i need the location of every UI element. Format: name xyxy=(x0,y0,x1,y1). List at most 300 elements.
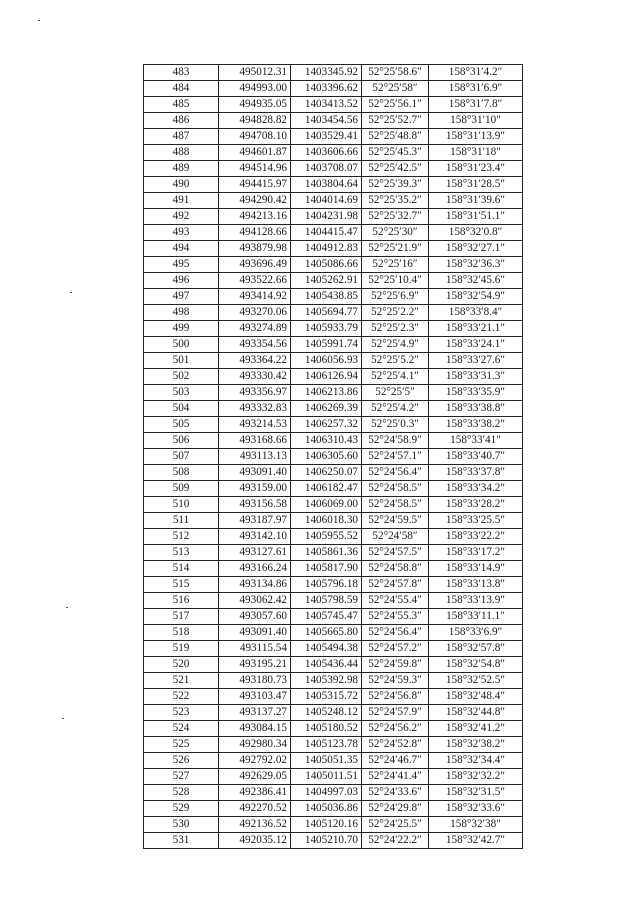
longitude-cell: 158°32′38.2″ xyxy=(429,737,523,753)
latitude-cell: 52°25′5″ xyxy=(362,385,429,401)
latitude-cell: 52°25′32.7″ xyxy=(362,209,429,225)
point-number-cell: 490 xyxy=(144,177,219,193)
latitude-cell: 52°25′21.9″ xyxy=(362,241,429,257)
coord-y-cell: 1405991.74 xyxy=(291,337,362,353)
table-row xyxy=(144,657,523,673)
coord-y-cell: 1403413.52 xyxy=(291,97,362,113)
point-number-cell: 511 xyxy=(144,513,219,529)
coord-x-cell: 492136.52 xyxy=(219,817,291,833)
coord-x-cell: 494828.82 xyxy=(219,113,291,129)
coord-y-cell: 1406018.30 xyxy=(291,513,362,529)
table-row xyxy=(144,81,523,97)
coord-y-cell: 1405494.38 xyxy=(291,641,362,657)
point-number-cell: 486 xyxy=(144,113,219,129)
table-row xyxy=(144,177,523,193)
longitude-cell: 158°33′35.9″ xyxy=(429,385,523,401)
longitude-cell: 158°31′7.8″ xyxy=(429,97,523,113)
latitude-cell: 52°24′58.9″ xyxy=(362,433,429,449)
table-row xyxy=(144,321,523,337)
point-number-cell: 529 xyxy=(144,801,219,817)
latitude-cell: 52°25′58.6″ xyxy=(362,65,429,81)
coord-y-cell: 1406069.00 xyxy=(291,497,362,513)
latitude-cell: 52°24′58.5″ xyxy=(362,497,429,513)
longitude-cell: 158°33′41″ xyxy=(429,433,523,449)
longitude-cell: 158°32′44.8″ xyxy=(429,705,523,721)
point-number-cell: 508 xyxy=(144,465,219,481)
table-row xyxy=(144,241,523,257)
point-number-cell: 487 xyxy=(144,129,219,145)
latitude-cell: 52°24′52.8″ xyxy=(362,737,429,753)
longitude-cell: 158°31′10″ xyxy=(429,113,523,129)
longitude-cell: 158°32′42.7″ xyxy=(429,833,523,849)
coord-y-cell: 1405262.91 xyxy=(291,273,362,289)
coord-y-cell: 1405248.12 xyxy=(291,705,362,721)
table-row xyxy=(144,305,523,321)
coord-y-cell: 1405438.85 xyxy=(291,289,362,305)
table-row xyxy=(144,257,523,273)
coord-y-cell: 1404231.98 xyxy=(291,209,362,225)
coord-x-cell: 493134.86 xyxy=(219,577,291,593)
point-number-cell: 522 xyxy=(144,689,219,705)
table-row xyxy=(144,577,523,593)
point-number-cell: 526 xyxy=(144,753,219,769)
table-row xyxy=(144,641,523,657)
longitude-cell: 158°33′13.8″ xyxy=(429,577,523,593)
coord-x-cell: 493113.13 xyxy=(219,449,291,465)
coord-y-cell: 1405798.59 xyxy=(291,593,362,609)
latitude-cell: 52°24′56.2″ xyxy=(362,721,429,737)
point-number-cell: 497 xyxy=(144,289,219,305)
longitude-cell: 158°32′52.5″ xyxy=(429,673,523,689)
longitude-cell: 158°31′28.5″ xyxy=(429,177,523,193)
point-number-cell: 514 xyxy=(144,561,219,577)
table-row xyxy=(144,529,523,545)
table-row xyxy=(144,689,523,705)
longitude-cell: 158°32′57.8″ xyxy=(429,641,523,657)
coord-x-cell: 494601.87 xyxy=(219,145,291,161)
point-number-cell: 483 xyxy=(144,65,219,81)
latitude-cell: 52°24′25.5″ xyxy=(362,817,429,833)
coord-x-cell: 492035.12 xyxy=(219,833,291,849)
coord-y-cell: 1405120.16 xyxy=(291,817,362,833)
latitude-cell: 52°24′59.3″ xyxy=(362,673,429,689)
coord-y-cell: 1405665.80 xyxy=(291,625,362,641)
longitude-cell: 158°32′34.4″ xyxy=(429,753,523,769)
table-row xyxy=(144,369,523,385)
latitude-cell: 52°24′57.5″ xyxy=(362,545,429,561)
point-number-cell: 484 xyxy=(144,81,219,97)
coord-x-cell: 493142.10 xyxy=(219,529,291,545)
latitude-cell: 52°24′56.4″ xyxy=(362,465,429,481)
coord-y-cell: 1404997.03 xyxy=(291,785,362,801)
coord-x-cell: 492980.34 xyxy=(219,737,291,753)
point-number-cell: 501 xyxy=(144,353,219,369)
coord-y-cell: 1405123.78 xyxy=(291,737,362,753)
latitude-cell: 52°24′29.8″ xyxy=(362,801,429,817)
longitude-cell: 158°31′23.4″ xyxy=(429,161,523,177)
point-number-cell: 504 xyxy=(144,401,219,417)
longitude-cell: 158°33′38.2″ xyxy=(429,417,523,433)
table-row xyxy=(144,817,523,833)
coord-x-cell: 493137.27 xyxy=(219,705,291,721)
coord-y-cell: 1404014.69 xyxy=(291,193,362,209)
point-number-cell: 517 xyxy=(144,609,219,625)
coord-x-cell: 492629.05 xyxy=(219,769,291,785)
latitude-cell: 52°25′2.3″ xyxy=(362,321,429,337)
latitude-cell: 52°25′4.9″ xyxy=(362,337,429,353)
coord-x-cell: 494128.66 xyxy=(219,225,291,241)
coord-y-cell: 1406305.60 xyxy=(291,449,362,465)
table-row xyxy=(144,289,523,305)
table-row xyxy=(144,561,523,577)
point-number-cell: 493 xyxy=(144,225,219,241)
latitude-cell: 52°25′6.9″ xyxy=(362,289,429,305)
coord-y-cell: 1405861.36 xyxy=(291,545,362,561)
latitude-cell: 52°24′59.5″ xyxy=(362,513,429,529)
longitude-cell: 158°32′38″ xyxy=(429,817,523,833)
latitude-cell: 52°24′55.3″ xyxy=(362,609,429,625)
point-number-cell: 489 xyxy=(144,161,219,177)
table-row xyxy=(144,673,523,689)
latitude-cell: 52°25′2.2″ xyxy=(362,305,429,321)
latitude-cell: 52°24′58″ xyxy=(362,529,429,545)
table-row xyxy=(144,97,523,113)
latitude-cell: 52°24′58.8″ xyxy=(362,561,429,577)
coord-x-cell: 493166.24 xyxy=(219,561,291,577)
table-row xyxy=(144,193,523,209)
coord-x-cell: 493057.60 xyxy=(219,609,291,625)
coord-y-cell: 1405086.66 xyxy=(291,257,362,273)
coord-x-cell: 492270.52 xyxy=(219,801,291,817)
coord-y-cell: 1405036.86 xyxy=(291,801,362,817)
coord-y-cell: 1406310.43 xyxy=(291,433,362,449)
table-row xyxy=(144,609,523,625)
latitude-cell: 52°25′52.7″ xyxy=(362,113,429,129)
table-row xyxy=(144,385,523,401)
point-number-cell: 495 xyxy=(144,257,219,273)
table-row xyxy=(144,737,523,753)
coord-y-cell: 1406269.39 xyxy=(291,401,362,417)
table-row xyxy=(144,513,523,529)
point-number-cell: 515 xyxy=(144,577,219,593)
longitude-cell: 158°31′39.6″ xyxy=(429,193,523,209)
table-row xyxy=(144,465,523,481)
coord-x-cell: 493156.58 xyxy=(219,497,291,513)
scan-speck xyxy=(66,607,68,608)
point-number-cell: 505 xyxy=(144,417,219,433)
coord-y-cell: 1405436.44 xyxy=(291,657,362,673)
point-number-cell: 530 xyxy=(144,817,219,833)
point-number-cell: 494 xyxy=(144,241,219,257)
coord-y-cell: 1405694.77 xyxy=(291,305,362,321)
coord-x-cell: 493522.66 xyxy=(219,273,291,289)
point-number-cell: 512 xyxy=(144,529,219,545)
latitude-cell: 52°24′57.9″ xyxy=(362,705,429,721)
coord-x-cell: 493696.49 xyxy=(219,257,291,273)
longitude-cell: 158°33′22.2″ xyxy=(429,529,523,545)
point-number-cell: 507 xyxy=(144,449,219,465)
table-row xyxy=(144,353,523,369)
latitude-cell: 52°25′4.1″ xyxy=(362,369,429,385)
coord-x-cell: 493356.97 xyxy=(219,385,291,401)
coord-y-cell: 1405745.47 xyxy=(291,609,362,625)
coord-y-cell: 1403606.66 xyxy=(291,145,362,161)
longitude-cell: 158°31′51.1″ xyxy=(429,209,523,225)
longitude-cell: 158°33′27.6″ xyxy=(429,353,523,369)
coordinates-table-body xyxy=(144,65,523,849)
coord-y-cell: 1403396.62 xyxy=(291,81,362,97)
coord-x-cell: 493091.40 xyxy=(219,465,291,481)
coord-x-cell: 493127.61 xyxy=(219,545,291,561)
longitude-cell: 158°32′32.2″ xyxy=(429,769,523,785)
coord-x-cell: 493115.54 xyxy=(219,641,291,657)
coord-x-cell: 493414.92 xyxy=(219,289,291,305)
table-row xyxy=(144,433,523,449)
point-number-cell: 485 xyxy=(144,97,219,113)
scan-speck xyxy=(70,292,72,293)
point-number-cell: 518 xyxy=(144,625,219,641)
coord-x-cell: 493159.00 xyxy=(219,481,291,497)
coord-y-cell: 1405210.70 xyxy=(291,833,362,849)
longitude-cell: 158°33′31.3″ xyxy=(429,369,523,385)
point-number-cell: 519 xyxy=(144,641,219,657)
coord-y-cell: 1403804.64 xyxy=(291,177,362,193)
table-row xyxy=(144,785,523,801)
latitude-cell: 52°25′4.2″ xyxy=(362,401,429,417)
table-row xyxy=(144,721,523,737)
table-row xyxy=(144,545,523,561)
latitude-cell: 52°24′57.8″ xyxy=(362,577,429,593)
coord-x-cell: 493084.15 xyxy=(219,721,291,737)
longitude-cell: 158°31′4.2″ xyxy=(429,65,523,81)
coord-y-cell: 1405392.98 xyxy=(291,673,362,689)
scan-speck xyxy=(62,718,64,719)
coord-x-cell: 493270.06 xyxy=(219,305,291,321)
latitude-cell: 52°25′0.3″ xyxy=(362,417,429,433)
longitude-cell: 158°32′31.5″ xyxy=(429,785,523,801)
table-row xyxy=(144,113,523,129)
latitude-cell: 52°24′59.8″ xyxy=(362,657,429,673)
longitude-cell: 158°32′48.4″ xyxy=(429,689,523,705)
longitude-cell: 158°31′13.9″ xyxy=(429,129,523,145)
longitude-cell: 158°32′45.6″ xyxy=(429,273,523,289)
longitude-cell: 158°33′25.5″ xyxy=(429,513,523,529)
point-number-cell: 516 xyxy=(144,593,219,609)
coord-x-cell: 494514.96 xyxy=(219,161,291,177)
point-number-cell: 498 xyxy=(144,305,219,321)
table-row xyxy=(144,145,523,161)
point-number-cell: 502 xyxy=(144,369,219,385)
point-number-cell: 521 xyxy=(144,673,219,689)
point-number-cell: 524 xyxy=(144,721,219,737)
latitude-cell: 52°24′22.2″ xyxy=(362,833,429,849)
coord-y-cell: 1404912.83 xyxy=(291,241,362,257)
coord-x-cell: 493103.47 xyxy=(219,689,291,705)
coord-y-cell: 1406257.32 xyxy=(291,417,362,433)
latitude-cell: 52°25′58″ xyxy=(362,81,429,97)
point-number-cell: 528 xyxy=(144,785,219,801)
coord-x-cell: 493354.56 xyxy=(219,337,291,353)
coord-x-cell: 494993.00 xyxy=(219,81,291,97)
coord-y-cell: 1406126.94 xyxy=(291,369,362,385)
longitude-cell: 158°33′34.2″ xyxy=(429,481,523,497)
longitude-cell: 158°33′13.9″ xyxy=(429,593,523,609)
point-number-cell: 499 xyxy=(144,321,219,337)
longitude-cell: 158°32′54.9″ xyxy=(429,289,523,305)
table-row xyxy=(144,769,523,785)
coord-y-cell: 1405011.51 xyxy=(291,769,362,785)
latitude-cell: 52°24′33.6″ xyxy=(362,785,429,801)
latitude-cell: 52°25′45.3″ xyxy=(362,145,429,161)
coord-y-cell: 1405955.52 xyxy=(291,529,362,545)
longitude-cell: 158°33′40.7″ xyxy=(429,449,523,465)
point-number-cell: 523 xyxy=(144,705,219,721)
latitude-cell: 52°24′56.8″ xyxy=(362,689,429,705)
coord-x-cell: 495012.31 xyxy=(219,65,291,81)
table-row xyxy=(144,593,523,609)
point-number-cell: 510 xyxy=(144,497,219,513)
longitude-cell: 158°32′33.6″ xyxy=(429,801,523,817)
longitude-cell: 158°33′38.8″ xyxy=(429,401,523,417)
table-row xyxy=(144,401,523,417)
latitude-cell: 52°25′56.1″ xyxy=(362,97,429,113)
table-row xyxy=(144,497,523,513)
point-number-cell: 520 xyxy=(144,657,219,673)
table-row xyxy=(144,449,523,465)
latitude-cell: 52°24′58.5″ xyxy=(362,481,429,497)
longitude-cell: 158°33′14.9″ xyxy=(429,561,523,577)
coord-x-cell: 494935.05 xyxy=(219,97,291,113)
point-number-cell: 525 xyxy=(144,737,219,753)
longitude-cell: 158°33′21.1″ xyxy=(429,321,523,337)
point-number-cell: 506 xyxy=(144,433,219,449)
coord-y-cell: 1405796.18 xyxy=(291,577,362,593)
table-row xyxy=(144,417,523,433)
latitude-cell: 52°25′16″ xyxy=(362,257,429,273)
latitude-cell: 52°24′57.2″ xyxy=(362,641,429,657)
longitude-cell: 158°33′37.8″ xyxy=(429,465,523,481)
point-number-cell: 527 xyxy=(144,769,219,785)
point-number-cell: 509 xyxy=(144,481,219,497)
table-row xyxy=(144,481,523,497)
coord-x-cell: 493091.40 xyxy=(219,625,291,641)
table-row xyxy=(144,337,523,353)
table-row xyxy=(144,753,523,769)
table-row xyxy=(144,161,523,177)
longitude-cell: 158°32′36.3″ xyxy=(429,257,523,273)
longitude-cell: 158°31′18″ xyxy=(429,145,523,161)
table-row xyxy=(144,65,523,81)
longitude-cell: 158°31′6.9″ xyxy=(429,81,523,97)
longitude-cell: 158°32′41.2″ xyxy=(429,721,523,737)
point-number-cell: 492 xyxy=(144,209,219,225)
coord-x-cell: 492792.02 xyxy=(219,753,291,769)
coord-x-cell: 493195.21 xyxy=(219,657,291,673)
coord-y-cell: 1405315.72 xyxy=(291,689,362,705)
coord-y-cell: 1403454.56 xyxy=(291,113,362,129)
coord-y-cell: 1403708.07 xyxy=(291,161,362,177)
coord-x-cell: 493180.73 xyxy=(219,673,291,689)
coord-x-cell: 494213.16 xyxy=(219,209,291,225)
table-row xyxy=(144,209,523,225)
coord-y-cell: 1404415.47 xyxy=(291,225,362,241)
coord-y-cell: 1406250.07 xyxy=(291,465,362,481)
coord-x-cell: 494708.10 xyxy=(219,129,291,145)
coord-x-cell: 494290.42 xyxy=(219,193,291,209)
longitude-cell: 158°32′0.8″ xyxy=(429,225,523,241)
longitude-cell: 158°33′8.4″ xyxy=(429,305,523,321)
coord-x-cell: 493062.42 xyxy=(219,593,291,609)
point-number-cell: 513 xyxy=(144,545,219,561)
coord-x-cell: 493168.66 xyxy=(219,433,291,449)
coord-x-cell: 493214.53 xyxy=(219,417,291,433)
latitude-cell: 52°24′55.4″ xyxy=(362,593,429,609)
point-number-cell: 531 xyxy=(144,833,219,849)
longitude-cell: 158°33′28.2″ xyxy=(429,497,523,513)
table-row xyxy=(144,801,523,817)
coord-x-cell: 493879.98 xyxy=(219,241,291,257)
coord-x-cell: 492386.41 xyxy=(219,785,291,801)
latitude-cell: 52°24′46.7″ xyxy=(362,753,429,769)
longitude-cell: 158°33′24.1″ xyxy=(429,337,523,353)
point-number-cell: 488 xyxy=(144,145,219,161)
coord-x-cell: 493364.22 xyxy=(219,353,291,369)
table-row xyxy=(144,225,523,241)
longitude-cell: 158°32′27.1″ xyxy=(429,241,523,257)
latitude-cell: 52°24′41.4″ xyxy=(362,769,429,785)
latitude-cell: 52°25′30″ xyxy=(362,225,429,241)
point-number-cell: 496 xyxy=(144,273,219,289)
longitude-cell: 158°33′17.2″ xyxy=(429,545,523,561)
scan-speck xyxy=(38,20,40,21)
coord-y-cell: 1405051.35 xyxy=(291,753,362,769)
longitude-cell: 158°32′54.8″ xyxy=(429,657,523,673)
point-number-cell: 503 xyxy=(144,385,219,401)
table-row xyxy=(144,705,523,721)
table-row xyxy=(144,833,523,849)
latitude-cell: 52°24′56.4″ xyxy=(362,625,429,641)
coord-y-cell: 1406056.93 xyxy=(291,353,362,369)
coord-y-cell: 1405817.90 xyxy=(291,561,362,577)
latitude-cell: 52°25′5.2″ xyxy=(362,353,429,369)
latitude-cell: 52°24′57.1″ xyxy=(362,449,429,465)
point-number-cell: 491 xyxy=(144,193,219,209)
table-row xyxy=(144,129,523,145)
longitude-cell: 158°33′6.9″ xyxy=(429,625,523,641)
latitude-cell: 52°25′42.5″ xyxy=(362,161,429,177)
table-row xyxy=(144,273,523,289)
latitude-cell: 52°25′10.4″ xyxy=(362,273,429,289)
table-row xyxy=(144,625,523,641)
coord-y-cell: 1405180.52 xyxy=(291,721,362,737)
coord-x-cell: 493187.97 xyxy=(219,513,291,529)
latitude-cell: 52°25′48.8″ xyxy=(362,129,429,145)
coord-x-cell: 494415.97 xyxy=(219,177,291,193)
coord-x-cell: 493274.89 xyxy=(219,321,291,337)
latitude-cell: 52°25′39.3″ xyxy=(362,177,429,193)
latitude-cell: 52°25′35.2″ xyxy=(362,193,429,209)
longitude-cell: 158°33′11.1″ xyxy=(429,609,523,625)
coord-x-cell: 493330.42 xyxy=(219,369,291,385)
coord-y-cell: 1403529.41 xyxy=(291,129,362,145)
coordinates-table xyxy=(143,64,523,849)
coord-y-cell: 1405933.79 xyxy=(291,321,362,337)
coord-y-cell: 1406213.86 xyxy=(291,385,362,401)
point-number-cell: 500 xyxy=(144,337,219,353)
coord-y-cell: 1403345.92 xyxy=(291,65,362,81)
coord-x-cell: 493332.83 xyxy=(219,401,291,417)
coord-y-cell: 1406182.47 xyxy=(291,481,362,497)
